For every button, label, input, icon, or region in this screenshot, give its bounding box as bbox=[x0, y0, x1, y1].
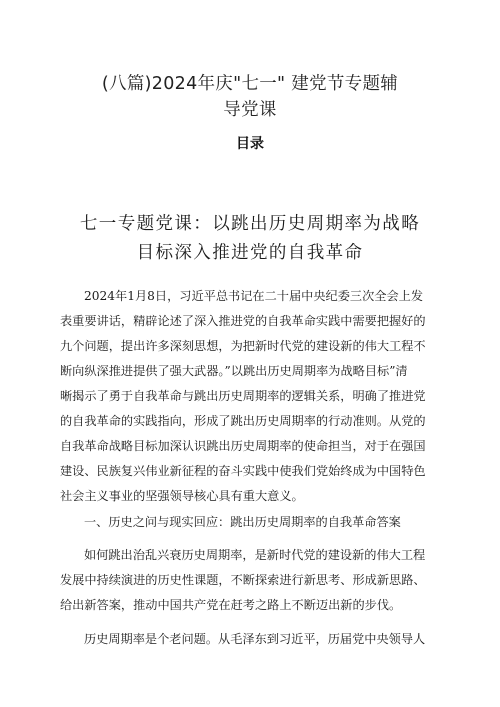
paragraph-line: 2024年1月8日，习近平总书记在二十届中央纪委三次全会上发 bbox=[84, 289, 424, 303]
body-paragraph-3 bbox=[60, 627, 443, 652]
paragraph-line: 如何跳出治乱兴衰历史周期率，是新时代党的建设新的伟大工程 bbox=[84, 548, 426, 562]
paragraph-line: 九个问题，提出许多深刻思想，为把新时代党的建设新的伟大工程不 bbox=[60, 339, 426, 353]
paragraph-line: 社会主义事业的坚强领导核心具有重大意义。 bbox=[60, 489, 304, 503]
paragraph-line: 给出新答案，推动中国共产党在赶考之路上不断迈出新的步伐。 bbox=[60, 598, 402, 612]
body-paragraph-1 bbox=[60, 284, 443, 509]
paragraph-line: 发展中持续演进的历史性课题，不断探索进行新思考、形成新思路、 bbox=[60, 573, 426, 587]
section-title-line-1: 七一专题党课：以跳出历史周期率为战略 bbox=[79, 214, 421, 234]
paragraph-line: 自我革命战略目标加深认识跳出历史周期率的使命担当，对于在强国 bbox=[60, 439, 426, 453]
table-of-contents-label[interactable]: 目录 bbox=[236, 136, 264, 152]
document-title-line-1: (八篇)2024年庆"七一" 建党节专题辅 bbox=[101, 74, 399, 94]
paragraph-line: 的自我革命的实践指向，形成了跳出历史周期率的行动准则。从党的 bbox=[60, 414, 426, 428]
section-title-line-2: 目标深入推进党的自我革命 bbox=[136, 243, 364, 263]
paragraph-line: 断向纵深推进提供了强大武器。”以跳出历史周期率为战略目标”清 bbox=[60, 364, 408, 378]
paragraph-line: 建设、民族复兴伟业新征程的奋斗实践中使我们党始终成为中国特色 bbox=[60, 464, 426, 478]
paragraph-line: 表重要讲话，精辟论述了深入推进党的自我革命实践中需要把握好的 bbox=[60, 314, 426, 328]
paragraph-line: 历史周期率是个老问题。从毛泽东到习近平，历届党中央领导人 bbox=[84, 632, 426, 646]
subheading-text: 一、历史之问与现实回应：跳出历史周期率的自我革命答案 bbox=[84, 515, 401, 529]
subheading-1 bbox=[60, 510, 443, 535]
paragraph-line: 晰揭示了勇于自我革命与跳出历史周期率的逻辑关系，明确了推进党 bbox=[60, 389, 426, 403]
document-title-line-2: 导党课 bbox=[223, 100, 277, 120]
body-paragraph-2 bbox=[60, 543, 443, 618]
